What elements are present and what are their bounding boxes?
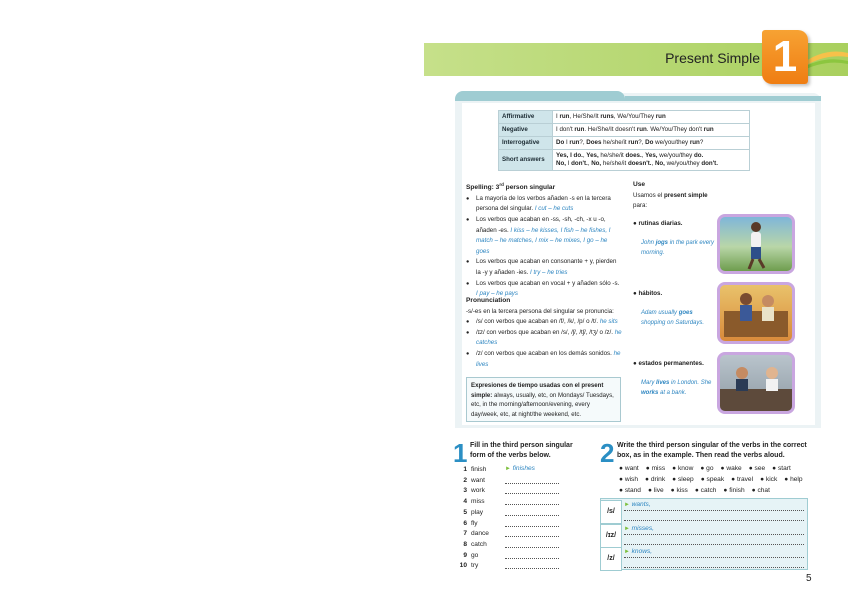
forms-row-label: Affirmative: [499, 111, 553, 124]
forms-segment: I: [556, 113, 560, 120]
exercise-2-title: Write the third person singular of the verbs in the correct box, as in the example. Then read the verbs aloud.: [617, 442, 807, 459]
panel-tab: [455, 91, 625, 101]
forms-segment: does.: [625, 152, 642, 159]
exercise-1-verb: catch: [471, 540, 487, 548]
exercise-2-number: 2: [600, 438, 615, 468]
sound-label: /ɪz/: [600, 524, 622, 548]
exercise-1-row: [457, 552, 577, 563]
arrow-icon: ►: [624, 525, 632, 532]
exercise-2-verb: ● kiss: [670, 487, 688, 494]
exercise-1-row: [457, 477, 577, 488]
exercise-1-answer-text: finishes: [512, 465, 535, 472]
exercise-2-verb: ● start: [772, 465, 791, 472]
spelling-rule: Los verbos que acaban en vocal + y añaden sólo -s.: [476, 279, 620, 287]
pronunciation-item: [466, 317, 622, 328]
exercise-2-verb: ● chat: [751, 487, 770, 494]
forms-segment: run: [569, 139, 580, 146]
forms-segment: run: [559, 113, 570, 120]
exercise-1-item-number: 5: [463, 508, 467, 516]
spelling-list: [466, 194, 622, 300]
forms-row-label: Interrogative: [499, 137, 553, 150]
exercise-1-answer-field[interactable]: [505, 536, 559, 537]
use-item-1: ● rutinas diarias. John jogs in the park every morning.: [633, 220, 715, 256]
forms-segment: run: [574, 126, 585, 133]
spelling-rule: Los verbos que acaban en -ss, -sh, -ch, -x u -o, añaden -es.: [476, 215, 606, 234]
spelling-section: [466, 180, 622, 300]
forms-line: [556, 160, 746, 168]
forms-segment: Do: [645, 139, 654, 146]
forms-segment: Yes,: [645, 152, 658, 159]
exercise-1-answer: [505, 465, 535, 472]
forms-segment: , We/You/They: [613, 113, 656, 120]
photo-jogger: [717, 214, 795, 274]
forms-row-value: [553, 137, 750, 150]
arrow-icon: ►: [624, 549, 632, 555]
forms-segment: we/you/they: [653, 139, 690, 146]
sound-label: /s/: [600, 500, 622, 524]
sound-answer-line[interactable]: [624, 511, 804, 521]
exercise-2-verb: ● wake: [720, 465, 742, 472]
exercise-1-answer-field[interactable]: [505, 547, 559, 548]
exercise-2-verb: ● want: [619, 465, 639, 472]
forms-segment: I don't: [556, 126, 575, 133]
exercise-1-item-number: 3: [463, 487, 467, 495]
forms-segment: run: [655, 113, 666, 120]
exercise-1-item-number: 9: [463, 551, 467, 559]
forms-segment: we/you/they: [657, 152, 694, 159]
forms-row: [499, 137, 750, 150]
forms-row-label: Negative: [499, 124, 553, 137]
exercise-2-verb: ● travel: [731, 476, 754, 483]
unit-number-badge: 1: [762, 30, 808, 84]
time-expressions-box: [466, 377, 621, 422]
forms-segment: No,: [556, 160, 566, 167]
exercise-1-answer-field[interactable]: [505, 526, 559, 527]
forms-segment: run: [628, 139, 639, 146]
pronunciation-item: [466, 328, 622, 349]
forms-line: [556, 113, 746, 121]
forms-segment: ,: [587, 160, 592, 167]
exercise-1-verb: want: [471, 476, 485, 484]
exercise-2-verb: ● catch: [694, 487, 717, 494]
time-expressions-label: Expresiones de tiempo usadas con el present simple:: [471, 382, 604, 399]
use-item-label: hábitos.: [638, 290, 663, 297]
sound-answer-line[interactable]: [624, 525, 804, 535]
forms-segment: ,: [651, 160, 655, 167]
photo-shopping: [717, 282, 795, 344]
exercise-1-answer-field[interactable]: [505, 568, 559, 569]
use-item-label: estados permanentes.: [638, 360, 704, 367]
use-intro-post: para:: [633, 202, 648, 210]
arrow-icon: ►: [505, 466, 513, 472]
forms-segment: ?,: [638, 139, 646, 146]
sound-label: /z/: [600, 547, 622, 571]
forms-segment: I: [564, 139, 570, 146]
pronunciation-section: [466, 296, 622, 370]
sound-answer-lines[interactable]: [624, 501, 804, 521]
exercise-1-item-number: 1: [463, 466, 467, 473]
forms-segment: Yes, I do.: [556, 152, 583, 159]
use-item-example: John jogs in the park every morning.: [641, 239, 715, 256]
page-number: 5: [806, 573, 812, 584]
sound-answer-line[interactable]: [624, 548, 804, 558]
shopping-illustration: [720, 285, 792, 341]
spelling-example: I kiss – he kisses, I fish – he fishes, I match – he matches, I mix – he mixes, I go – he goes: [476, 226, 611, 255]
pronunciation-list: [466, 317, 622, 370]
forms-segment: . We/You/They don't: [646, 126, 704, 133]
forms-segment: runs: [600, 113, 614, 120]
exercise-1-item-number: 6: [463, 519, 467, 527]
exercise-1-item-number: 10: [459, 562, 467, 570]
exercise-1-item-number: 2: [463, 476, 467, 484]
use-item-2: ● hábitos. Adam usually goes shopping on Saturdays.: [633, 289, 715, 328]
exercise-2-verb: ● see: [748, 465, 766, 472]
sound-answer-line[interactable]: [624, 535, 804, 545]
exercise-2-verb: ● speak: [700, 476, 725, 483]
exercise-1-verb: work: [471, 487, 485, 495]
pronunciation-example: he catches: [476, 328, 622, 347]
sound-answer-line[interactable]: [624, 501, 804, 511]
forms-segment: ?,: [579, 139, 587, 146]
pronunciation-rule: /s/ con verbos que acaban en /f/, /k/, /p/ o /t/.: [476, 318, 600, 326]
jogger-illustration: [720, 217, 792, 271]
use-item-label: rutinas diarias.: [638, 220, 683, 227]
use-intro-bold: present simple: [663, 191, 708, 199]
exercise-1-verb: miss: [471, 498, 485, 506]
exercise-2-verb: ● wish: [619, 476, 639, 483]
spelling-item: [466, 194, 622, 215]
exercise-1-title: Fill in the third person singular form of the verbs below.: [470, 442, 573, 459]
spelling-item: [466, 257, 622, 278]
exercise-1-verb: play: [471, 508, 484, 516]
pronunciation-item: [466, 349, 622, 370]
forms-row-value: [553, 124, 750, 137]
forms-line: [556, 152, 746, 160]
forms-segment: ,: [641, 152, 646, 159]
sound-example: knows,: [631, 548, 653, 555]
forms-line: [556, 139, 746, 147]
page-title: Present Simple: [665, 50, 760, 66]
exercise-2-verb: ● know: [672, 465, 694, 472]
spelling-example: I cut – he cuts: [534, 205, 574, 213]
exercise-1-row: [457, 562, 577, 573]
use-intro-pre: Usamos el: [633, 191, 664, 199]
forms-row: [499, 150, 750, 171]
forms-segment: run: [703, 126, 714, 133]
exercise-2-verb: ● sleep: [672, 476, 694, 483]
exercise-1-item-number: 7: [463, 530, 467, 538]
forms-segment: I: [565, 160, 572, 167]
exercise-1-row: [457, 541, 577, 552]
forms-segment: ,: [582, 152, 587, 159]
use-item-example: Mary lives in London. She works at a bank.: [641, 379, 712, 396]
forms-segment: do.: [694, 152, 704, 159]
forms-row-value: [553, 150, 750, 171]
spelling-example: I pay – he pays: [476, 290, 518, 298]
exercise-1-row: [457, 466, 577, 477]
forms-row: [499, 124, 750, 137]
forms-segment: he/she/it: [598, 152, 626, 159]
forms-segment: Yes,: [586, 152, 599, 159]
exercise-2-verb: ● finish: [723, 487, 745, 494]
spelling-example: I try – he tries: [530, 268, 568, 276]
exercise-1-verb: finish: [471, 466, 487, 473]
exercise-2-verb: ● stand: [619, 487, 641, 494]
forms-segment: Do: [556, 139, 565, 146]
forms-segment: he/she/it: [601, 139, 629, 146]
forms-segment: we/you/they: [664, 160, 702, 167]
exercise-1-answer-field[interactable]: [505, 515, 559, 516]
exercise-1-item-number: 4: [463, 498, 467, 506]
exercise-1-answer-field[interactable]: [505, 483, 559, 484]
exercise-1-verb: dance: [471, 530, 489, 538]
exercise-2-verb: ● help: [784, 476, 803, 483]
exercise-1-row: [457, 520, 577, 531]
forms-row-value: [553, 111, 750, 124]
pronunciation-example: he sits: [599, 318, 618, 326]
sound-answer-lines[interactable]: [624, 548, 804, 568]
forms-row-label: Short answers: [499, 150, 553, 171]
pronunciation-rule: /z/ con verbos que acaban en los demás sonidos.: [476, 349, 614, 357]
exercise-1-number: 1: [453, 438, 468, 468]
arrow-icon: ►: [624, 502, 632, 508]
forms-segment: . He/She/It doesn't: [584, 126, 637, 133]
forms-segment: ?: [699, 139, 704, 146]
forms-segment: run: [636, 126, 647, 133]
exercise-2-verb-list: [619, 463, 815, 496]
use-heading: Use: [633, 181, 646, 188]
pronunciation-example: he lives: [476, 349, 621, 368]
spelling-rule: La mayoría de los verbos añaden -s en la tercera persona del singular.: [476, 194, 611, 213]
pronunciation-intro: -s/-es en la tercera persona del singular se pronuncia:: [466, 307, 614, 315]
forms-segment: he/she/it: [601, 160, 628, 167]
forms-segment: don't.: [701, 160, 718, 167]
forms-segment: run: [689, 139, 700, 146]
use-item-example: Adam usually goes shopping on Saturdays.: [641, 309, 705, 326]
forms-segment: , He/She/It: [569, 113, 601, 120]
pronunciation-heading: Pronunciation: [466, 297, 511, 304]
forms-segment: don't.: [571, 160, 588, 167]
use-intro: [633, 180, 715, 212]
exercise-1-answer-field[interactable]: [505, 558, 559, 559]
forms-row: [499, 111, 750, 124]
spelling-heading: Spelling: 3rd person singular: [466, 182, 556, 192]
forms-segment: No,: [591, 160, 602, 167]
forms-segment: doesn't.: [628, 160, 652, 167]
panel-top-border: [625, 96, 821, 101]
exercise-2-verb: ● miss: [645, 465, 666, 472]
spelling-item: [466, 215, 622, 257]
exercise-1-item-number: 8: [463, 540, 467, 548]
sound-answer-line[interactable]: [624, 558, 804, 568]
bank-illustration: [720, 355, 792, 411]
forms-table: [498, 110, 750, 171]
exercise-1-row: [457, 509, 577, 520]
exercise-1-row: [457, 487, 577, 498]
time-expressions-text: always, usually, etc, on Mondays/ Tuesdays, etc, in the morning/afternoon/evening, every day/week, etc, at night/the weekend, etc.: [471, 391, 614, 418]
sound-answer-lines[interactable]: [624, 525, 804, 545]
exercise-1-row: [457, 530, 577, 541]
forms-segment: Does: [586, 139, 602, 146]
exercise-1-row: [457, 498, 577, 509]
use-item-3: ● estados permanentes. Mary lives in London. She works at a bank.: [633, 359, 715, 398]
exercise-1-verb: go: [471, 551, 479, 559]
sound-example: wants,: [631, 501, 651, 508]
exercise-2-verb: ● live: [647, 487, 664, 494]
exercise-1-verb: try: [471, 562, 479, 570]
exercise-2-verb: ● drink: [645, 476, 666, 483]
sound-example: misses,: [631, 524, 654, 532]
pronunciation-rule: /ɪz/ con verbos que acaban en /s/, /ʃ/, /tʃ/, /tʒ/ o /z/.: [476, 328, 615, 336]
forms-line: [556, 126, 746, 134]
exercise-1-answer-field[interactable]: [505, 504, 559, 505]
exercise-2-verb: ● kick: [760, 476, 778, 483]
forms-segment: No,: [654, 160, 665, 167]
spelling-rule: Los verbos que acaban en consonante + y, pierden la -y y añaden -ies.: [476, 258, 617, 276]
exercise-1-answer-field[interactable]: [505, 493, 559, 494]
photo-bank: [717, 352, 795, 414]
exercise-1-verb: fly: [471, 519, 478, 527]
exercise-2-verb: ● go: [700, 465, 714, 472]
